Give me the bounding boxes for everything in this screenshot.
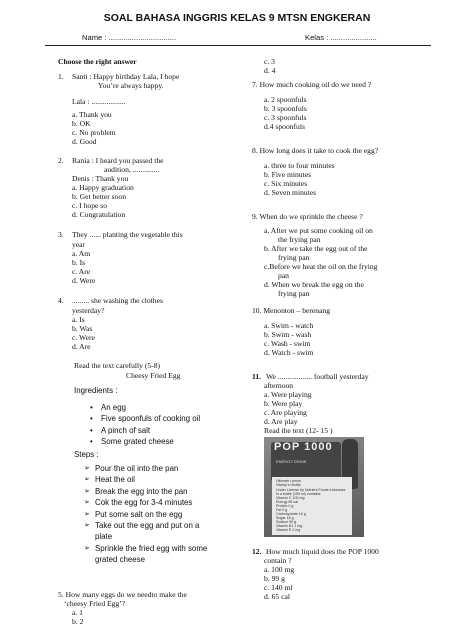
step-item: ➢ Break the egg into the pan [84, 486, 207, 497]
answer-option: d. 4 [264, 66, 276, 75]
answer-option: c. 140 ml [264, 583, 293, 592]
product-subtitle: ENERGY DRINK [276, 459, 307, 464]
question-number: 11. [252, 372, 262, 381]
question-text: 9. When do we sprinkle the cheese ? [252, 212, 363, 221]
answer-option: a. Am [72, 249, 91, 258]
ingredient-item: • Five spoonfuls of cooking oil [90, 413, 200, 424]
answer-option: b. 99 g [264, 574, 285, 583]
product-label-photo [264, 437, 364, 537]
question-text: audition, .............. [104, 165, 160, 174]
answer-option: c. Wash - swim [264, 339, 311, 348]
question-text: ‘cheesy Fried Egg’? [64, 599, 126, 608]
question-text: year [72, 240, 86, 249]
answer-option: a. Happy graduation [72, 183, 134, 192]
answer-option: b. OK [72, 119, 91, 128]
nutrition-line: Vitality In Bottle [276, 483, 301, 487]
answer-option: b. After we take the egg out of the [264, 244, 368, 253]
answer-option: frying pan [278, 253, 310, 262]
answer-option: c. 3 [264, 57, 275, 66]
step-item: ➢ Heat the oil [84, 474, 207, 485]
answer-option: c. 3 spoonfuls [264, 113, 307, 122]
question-text: Rania : I heard you passed the [72, 156, 164, 165]
answer-option: a. After we put some cooking oil on [264, 226, 373, 235]
answer-option: a. Were playing [264, 390, 312, 399]
question-number: 3. [58, 230, 64, 239]
answer-option: d. Good [72, 137, 97, 146]
answer-option: b. Were play [264, 399, 303, 408]
instruction-heading: Choose the right answer [58, 57, 137, 66]
answer-option: d. Are [72, 342, 91, 351]
step-item: ➢ Pour the oil into the pan [84, 463, 207, 474]
answer-option: d. When we break the egg on the [264, 280, 364, 289]
nutrition-line: Fat 0 g [276, 508, 288, 512]
ingredient-item: • A pinch of salt [90, 425, 200, 436]
answer-option: d. Are play [264, 417, 298, 426]
question-number: 1. [58, 72, 64, 81]
answer-option: d. Congratulation [72, 210, 126, 219]
steps-label: Steps : [74, 450, 99, 459]
nutrition-line: In a bottle (150 ml) contains: [276, 492, 322, 496]
answer-option: b. Was [72, 324, 93, 333]
question-text: 10. Menonton – berenang [252, 306, 331, 315]
answer-option: d. Seven minutes [264, 188, 317, 197]
name-field-label: Name : ................................ [82, 33, 177, 42]
page-title: SOAL BAHASA INGGRIS KELAS 9 MTSN ENGKERAN [103, 12, 371, 24]
question-number: 4. [58, 296, 64, 305]
step-item: ➢ Sprinkle the fried egg with some [84, 543, 207, 554]
answer-option: pan [278, 271, 289, 280]
nutrition-line: Sugar 16 g [276, 516, 294, 520]
answer-option: b. 2 [72, 617, 84, 626]
class-field-label: Kelas : ...................... [305, 33, 377, 42]
question-text: contain ? [264, 556, 292, 565]
answer-option: b. Swim - wash [264, 330, 312, 339]
answer-option: d.4 spoonfuls [264, 122, 305, 131]
answer-option: c. I hope so [72, 201, 108, 210]
question-text: afternoon [264, 381, 294, 390]
question-text: 5. How many eggs do we needto make the [58, 590, 187, 599]
answer-option: a. Swim - watch [264, 321, 314, 330]
answer-option: d. 65 cal [264, 592, 290, 601]
ingredient-item: • An egg [90, 402, 200, 413]
step-item: ➢ Take out the egg and put on a [84, 520, 207, 531]
answer-option: a. 1 [72, 608, 83, 617]
answer-option: a. three to four minutes [264, 161, 335, 170]
question-number: 12. [252, 547, 262, 556]
nutrition-line: Under License by Nutrient Foods Indonesia [276, 488, 346, 492]
answer-option: frying pan [278, 289, 310, 298]
step-item: ➢ Cok the egg for 3-4 minutes [84, 497, 207, 508]
reading-instruction: Read the text carefully (5-8) [74, 361, 161, 370]
answer-option: a. Is [72, 315, 85, 324]
ingredients-list [90, 402, 200, 448]
answer-option: c. Six minutes [264, 179, 308, 188]
answer-option: b. Is [72, 258, 86, 267]
reading-instruction: Read the text (12- 15 ) [264, 426, 333, 435]
answer-option: c. Are [72, 267, 91, 276]
recipe-title: Cheesy Fried Egg [126, 371, 181, 380]
step-item-continued: plate [95, 532, 113, 542]
nutrition-line: Carbohydrate 16 g [276, 512, 306, 516]
nutrition-line: Sodium 99 g [276, 520, 297, 524]
answer-option: b. Get better soon [72, 192, 126, 201]
nutrition-line: Vitamin E 2 mg [276, 528, 301, 532]
answer-option: c. No problem [72, 128, 116, 137]
header-divider [45, 45, 431, 46]
ingredient-item: • Some grated cheese [90, 436, 200, 447]
answer-option: b. Five minutes [264, 170, 312, 179]
ingredients-label: Ingredients : [74, 386, 118, 395]
answer-option: c.Before we heat the oil on the frying [264, 262, 378, 271]
question-text: They ...... planting the vegetable this [72, 230, 183, 239]
question-text: You’re always happy. [98, 81, 164, 90]
question-text: ......... she washing the clothes [72, 296, 163, 305]
step-item-continued: grated cheese [95, 555, 146, 565]
answer-option: d. Were [72, 276, 96, 285]
nutrition-line: Protein 0 g [276, 504, 294, 508]
question-text: Lala : .................. [72, 97, 126, 106]
question-text: 8. How long does it take to cook the egg? [252, 146, 379, 155]
answer-option: b. 3 spoonfuls [264, 104, 307, 113]
answer-option: a. 100 mg [264, 565, 295, 574]
answer-option: d. Watch - swim [264, 348, 314, 357]
nutrition-line: Ultimate Lemon [276, 479, 302, 483]
answer-option: a. 2 spoonfuls [264, 95, 307, 104]
answer-option: c. Were [72, 333, 95, 342]
nutrition-panel [272, 477, 352, 535]
steps-list [84, 463, 207, 566]
question-text: 7. How much cooking oil do we need ? [252, 80, 372, 89]
answer-option: a. Thank you [72, 110, 112, 119]
question-text: How much liquid does the POP 1000 [266, 547, 379, 556]
nutrition-line: Vitamin C 100 mg [276, 496, 305, 500]
step-item: ➢ Put some salt on the egg [84, 509, 207, 520]
question-text: Denis : Thank you [72, 174, 129, 183]
question-text: Santi : Happy birthday Lala, I hope [72, 72, 180, 81]
question-text: We .................. football yesterday [266, 372, 369, 381]
question-number: 2. [58, 156, 64, 165]
answer-option: c. Are playing [264, 408, 307, 417]
nutrition-line: Energy 65 cal [276, 500, 298, 504]
question-text: yesterday? [72, 306, 105, 315]
product-brand: POP 1000 [274, 441, 333, 453]
answer-option: the frying pan [278, 235, 321, 244]
nutrition-line: Vitamin B1 1 mg [276, 524, 303, 528]
